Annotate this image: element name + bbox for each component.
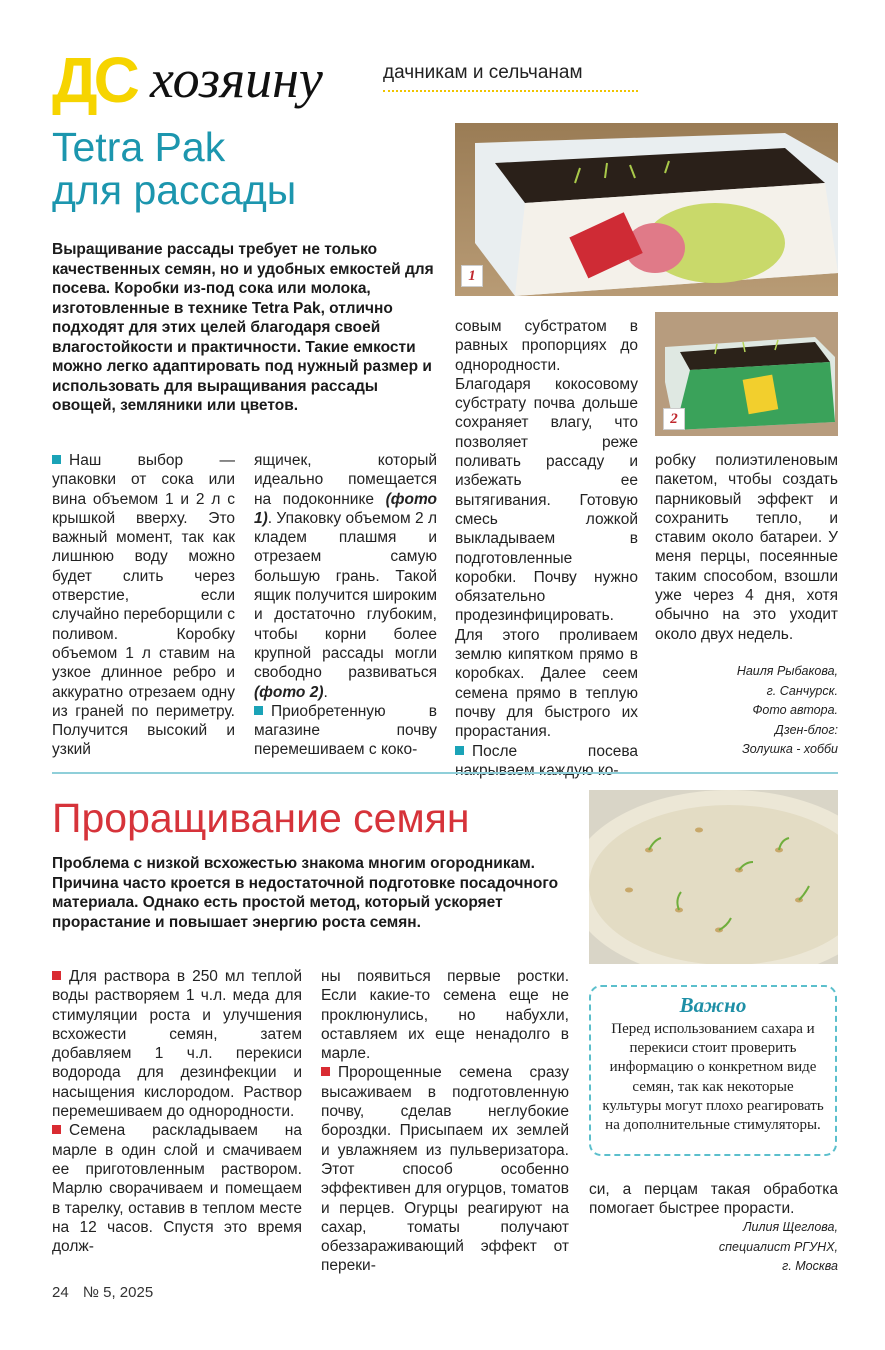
photo1-number: 1 bbox=[461, 265, 483, 287]
photo-sprouted-seeds bbox=[589, 790, 838, 964]
article2-author bbox=[589, 1218, 838, 1277]
article2-column-3 bbox=[589, 1180, 838, 1219]
rubric-title: хозяину bbox=[150, 49, 323, 109]
paragraph-marker-icon bbox=[52, 968, 69, 985]
article1-col2-text-d: Приобретенную в магазине почву перемешиваем с коко- bbox=[254, 702, 437, 759]
article1-col3-text-b: После посева накрываем каждую ко- bbox=[455, 742, 638, 779]
article1-author bbox=[655, 662, 838, 760]
article1-column-4 bbox=[655, 451, 838, 644]
issue-number: № 5, 2025 bbox=[82, 1284, 154, 1301]
article1-col2-text-b: . Упаковку объемом 2 л кладем плашмя и отрезаем самую большую грань. Такой ящик получится широким и достаточно глубоким, чтобы корни более крупной рассады могли свободно развиваться bbox=[254, 509, 437, 682]
photo3-image bbox=[589, 790, 838, 964]
paragraph-marker-icon bbox=[455, 743, 472, 760]
photo1-reference: (фото 1) bbox=[254, 490, 437, 527]
article1-column-1 bbox=[52, 451, 235, 760]
article1-lead: Выращивание рассады требует не только качественных семян, но и удобных емкостей для посева. Коробки из-под сока или молока, изготовленные в технике Tetra Pak, отлично подходят для этих целей благодаря своей влагостойкости и практичности. Такие емкости можно легко адаптировать под нужный размер и использовать для выращивания рассады овощей, земляники или цветов. bbox=[52, 241, 434, 414]
article1-title bbox=[52, 126, 442, 212]
paragraph-marker-icon bbox=[321, 1064, 338, 1081]
author-line: Золушка - хобби bbox=[742, 742, 838, 756]
article1-title-line2: для рассады bbox=[52, 167, 297, 213]
article2-col3-text: си, а перцам такая обработка помогает быстрее прорасти. bbox=[589, 1181, 838, 1218]
article2-column-2 bbox=[321, 967, 569, 1276]
section-divider bbox=[52, 772, 838, 774]
article1-title-line1: Tetra Pak bbox=[52, 124, 226, 170]
photo-tetrapak-box-1 bbox=[455, 123, 838, 296]
photo2-reference: (фото 2) bbox=[254, 683, 324, 701]
article2-col1-text-a: Для раствора в 250 мл теплой воды растворяем 1 ч.л. меда для стимуляции роста и улучшения всхожести семян, затем добавляем 1 ч.л. перекиси водорода для дезинфекции и насыщения кислородом. Раствор перемешиваем до однородности. bbox=[52, 968, 302, 1121]
author-line: г. Санчурск. bbox=[766, 683, 838, 698]
page-number: 24 bbox=[52, 1284, 69, 1301]
rubric-subtitle: дачникам и сельчанам bbox=[383, 62, 583, 83]
article2-title: Проращивание семян bbox=[52, 795, 470, 841]
important-note-text: Перед использованием сахара и перекиси стоит проверить информацию о конкретном виде семян, так как некоторые культуры могут плохо реагировать на дополнительные стимуляторы. bbox=[602, 1021, 824, 1134]
paragraph-marker-icon bbox=[52, 1122, 69, 1139]
rubric-underline bbox=[383, 90, 638, 92]
author-line: г. Москва bbox=[782, 1259, 838, 1273]
article1-col2-text-c: . bbox=[323, 683, 328, 701]
photo1-image bbox=[455, 123, 838, 296]
important-note-title: Важно bbox=[679, 993, 747, 1017]
article1-column-3 bbox=[455, 317, 638, 780]
paragraph-marker-icon bbox=[254, 703, 271, 720]
article2-col1-text-b: Семена раскладываем на марле в один слой и смачиваем ее приготовленным раствором. Марлю сворачиваем и помещаем в тарелку, оставив в теплом месте на 12 часов. Спустя это время долж- bbox=[52, 1122, 302, 1256]
author-line: Лилия Щеглова, bbox=[742, 1220, 838, 1234]
author-line: Дзен-блог: bbox=[774, 722, 838, 737]
article1-col2-text-a: ящичек, который идеально помещается на подоконнике bbox=[254, 452, 437, 508]
article2-lead: Проблема с низкой всхожестью знакома многим огородникам. Причина часто кроется в недостаточной подготовке посадочного материала. Однако есть простой метод, который ускоряет прорастание и повышает энергию роста семян. bbox=[52, 855, 559, 931]
paragraph-marker-icon bbox=[52, 452, 69, 469]
article1-col3-text-a: совым субстратом в равных пропорциях до однородности. Благодаря кокосовому субстрату почва дольше сохраняет влагу, что позволяет реже поливать рассаду и избежать ее вытягивания. Готовую смесь ложкой выкладываем в подготовленные коробки. Почву нужно обязательно продезинфицировать. Для этого проливаем землю кипятком прямо в коробках. Далее сеем семена прямо в теплую почву для быстрого их прорастания. bbox=[455, 318, 638, 741]
article2-col2-text-b: Пророщенные семена сразу высаживаем в подготовленную почву, сделав неглубокие бороздки. Присыпаем их землей и увлажняем из пульверизатора. Этот способ особенно эффективен для огурцов, томатов и перцев. Огурцы реагируют на сахар, томаты получают обеззараживающий эффект от переки- bbox=[321, 1064, 569, 1275]
article1-col1-text: Наш выбор — упаковки от сока или вина объемом 1 и 2 л с крышкой вверху. Это важный момент, так как лишнюю воду можно будет слить через отверстие, если случайно переборщили с поливом. Коробку объемом 1 л ставим на узкое длинное ребро и аккуратно отрезаем одну из граней по периметру. Получится высокий и узкий bbox=[52, 452, 235, 759]
article1-column-2 bbox=[254, 451, 437, 760]
page-footer bbox=[52, 1284, 153, 1301]
author-line: Наиля Рыбакова, bbox=[736, 664, 838, 678]
article2-col2-text-a: ны появиться первые ростки. Если какие-то семена еще не проклюнулись, но набухли, оставляем их еще ненадолго в марле. bbox=[321, 968, 569, 1063]
article2-column-1 bbox=[52, 967, 302, 1256]
photo2-number: 2 bbox=[663, 408, 685, 430]
photo-tetrapak-box-2 bbox=[655, 312, 838, 436]
magazine-logo: ДС bbox=[52, 44, 136, 116]
author-line: Фото автора. bbox=[752, 703, 838, 717]
article1-col4-text: робку полиэтиленовым пакетом, чтобы создать парниковый эффект и сохранить тепло, и ставим около батареи. У меня перцы, посеянные таким способом, взошли уже через 4 дня, хотя обычно на это уходит около двух недель. bbox=[655, 452, 838, 643]
author-line: специалист РГУНХ, bbox=[718, 1239, 838, 1254]
